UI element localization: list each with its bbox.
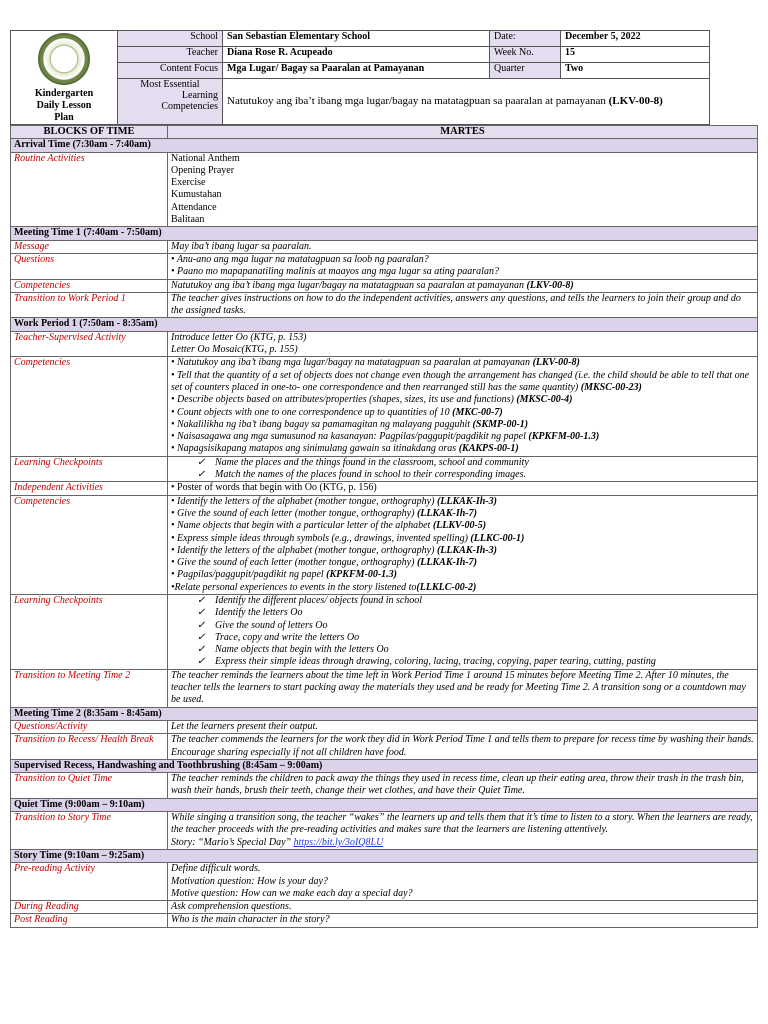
mel-text: Natutukoy ang iba’t ibang mga lugar/bagay na matatagpuan sa paaralan at pamayanan (227, 95, 609, 108)
routine-item: Opening Prayer (171, 164, 235, 176)
section-story-time: Story Time (9:10am – 9:25am) (11, 849, 758, 862)
checkpoint-text: Identify the letters Oo (215, 607, 303, 619)
competency-item (171, 533, 754, 545)
check-icon: ✓ (197, 594, 206, 606)
competency-desc: • Pagpilas/paggupit/pagdikit ng papel (171, 569, 327, 581)
teacher-label: Teacher (118, 47, 223, 63)
competency-item (171, 520, 754, 532)
competency-desc: • Naisasagawa ang mga sumusunod na kasanayan: Pagpilas/paggupit/pagdikit ng papel (171, 431, 529, 443)
checkpoint-item (171, 469, 754, 481)
row-label-independent-activities: Independent Activities (11, 482, 168, 495)
competency-code: (MKSC-00-23) (580, 381, 642, 393)
row-label-routine: Routine Activities (11, 152, 168, 227)
competencies-cell (168, 495, 758, 594)
routine-item: Exercise (171, 177, 206, 189)
story-reference (171, 837, 754, 849)
checkpoint-text: Trace, copy and write the letters Oo (215, 631, 360, 643)
row-label-pre-reading: Pre-reading Activity (11, 863, 168, 901)
transition-story-text: While singing a transition song, the teacher “wakes” the learners up and tells them that it’s time to listen to a story. When the learners are ready, the teacher proceeds with the pre-reading activities and makes sure that the learners are listening attentively. (171, 812, 753, 836)
checkpoint-text: Name objects that begin with the letters Oo (215, 644, 389, 656)
post-reading-text: Who is the main character in the story? (168, 914, 758, 927)
row-label-questions: Questions (11, 253, 168, 279)
competency-item (171, 419, 754, 431)
check-icon: ✓ (197, 456, 206, 468)
header-table (10, 30, 710, 125)
routine-item: National Anthem (171, 152, 240, 164)
competency-code: (LLKAK-Ih-3) (436, 495, 497, 507)
checkpoints-cell (168, 594, 758, 669)
teacher-supervised-cell (168, 331, 758, 357)
competency-code: (KPKFM-00-1.3) (528, 431, 600, 443)
pre-reading-cell (168, 863, 758, 901)
col-header-day: MARTES (168, 126, 758, 139)
activity-item: Introduce letter Oo (KTG, p. 153) (171, 331, 307, 343)
transition-story-cell (168, 812, 758, 850)
row-label-transition-wp1: Transition to Work Period 1 (11, 292, 168, 318)
competency-desc: • Identify the letters of the alphabet (mother tongue, orthography) (171, 495, 437, 507)
check-icon: ✓ (197, 631, 206, 643)
competency-desc: • Nakalilikha ng iba’t ibang bagay sa pamamagitan ng malayang pagguhit (171, 418, 473, 430)
question-item: • Anu-ano ang mga lugar na matatagpuan sa loob ng paaralan? (171, 253, 429, 265)
teacher-value: Diana Rose R. Acupeado (223, 47, 490, 63)
competency-code: (LKV-00-8) (532, 357, 580, 369)
competency-desc: • Describe objects based on attributes/properties (shapes, sizes, its use and functions) (171, 394, 517, 406)
competency-code: (LKV-00-8) (526, 279, 574, 291)
competency-item (171, 569, 754, 581)
competency-code: (LLKAK-Ih-7) (416, 507, 477, 519)
competencies-cell (168, 357, 758, 456)
competency-desc: •Relate personal experiences to events in the story listened to (171, 581, 417, 593)
section-meeting-time-2: Meeting Time 2 (8:35am - 8:45am) (11, 707, 758, 720)
mel-label (118, 79, 223, 125)
row-label-learning-checkpoints: Learning Checkpoints (11, 594, 168, 669)
competency-desc: • Give the sound of each letter (mother tongue, orthography) (171, 557, 417, 569)
competency-code: (KAKPS-00-1) (458, 443, 519, 455)
competency-desc: • Give the sound of each letter (mother tongue, orthography) (171, 507, 417, 519)
competency-code: (SKMP-00-1) (472, 418, 529, 430)
row-label-teacher-supervised: Teacher-Supervised Activity (11, 331, 168, 357)
competency-code: (KPKFM-00-1.3) (326, 569, 398, 581)
plan-title-line-1: Kindergarten (34, 88, 94, 99)
story-title: Story: “Mario’s Special Day” (171, 836, 294, 848)
transition-mt2-text: The teacher reminds the learners about the time left in Work Period Time 1 around 15 minutes before Meeting Time 2. After 10 minutes, the teacher tells the learners to start packing away the materials they used and be ready for Meeting Time 2. A transition song or a countdown may be used. (168, 669, 758, 707)
week-label: Week No. (490, 47, 561, 63)
row-label-questions-activity: Questions/Activity (11, 720, 168, 733)
competency-item (171, 407, 754, 419)
checkpoint-text: Give the sound of letters Oo (215, 619, 328, 631)
activity-item: Letter Oo Mosaic(KTG, p. 155) (171, 344, 298, 356)
row-label-competencies: Competencies (11, 357, 168, 456)
row-label-transition-story: Transition to Story Time (11, 812, 168, 850)
content-focus-label: Content Focus (118, 63, 223, 79)
checkpoint-item (171, 607, 754, 619)
competency-desc: • Natutukoy ang iba’t ibang mga lugar/bagay na matatagpuan sa paaralan at pamayanan (171, 357, 533, 369)
checkpoint-item (171, 595, 754, 607)
quarter-value: Two (561, 63, 710, 79)
date-label: Date: (490, 31, 561, 47)
pre-reading-item: Motivation question: How is your day? (171, 875, 328, 887)
mel-label-line-1: Most Essential (140, 79, 200, 91)
row-label-during-reading: During Reading (11, 901, 168, 914)
col-header-blocks: BLOCKS OF TIME (11, 126, 168, 139)
competency-item (171, 357, 754, 369)
competency-code: (LLKV-00-5) (432, 520, 487, 532)
message-text: May iba’t ibang lugar sa paaralan. (168, 240, 758, 253)
competency-text (168, 279, 758, 292)
mel-code: (LKV-00-8) (608, 95, 663, 108)
row-label-competencies: Competencies (11, 279, 168, 292)
quarter-label: Quarter (490, 63, 561, 79)
competency-code: (LLKLC-00-2) (416, 581, 477, 593)
transition-wp1-text: The teacher gives instructions on how to do the independent activities, answers any questions, and tells the learners to join their group and do the assigned tasks. (168, 292, 758, 318)
check-icon: ✓ (197, 644, 206, 656)
check-icon: ✓ (197, 656, 206, 668)
school-value: San Sebastian Elementary School (223, 31, 490, 47)
competency-item (171, 370, 754, 395)
lesson-plan-table (10, 125, 758, 928)
competency-item (171, 443, 754, 455)
competency-desc: • Name objects that begin with a particular letter of the alphabet (171, 520, 433, 532)
checkpoint-item (171, 620, 754, 632)
competency-item (171, 582, 754, 594)
pre-reading-item: Define difficult words. (171, 863, 261, 875)
row-label-transition-quiet: Transition to Quiet Time (11, 773, 168, 799)
routine-item: Kumustahan (171, 189, 222, 201)
content-focus-value: Mga Lugar/ Bagay sa Paaralan at Pamayanan (223, 63, 490, 79)
competency-item (171, 394, 754, 406)
section-arrival-time: Arrival Time (7:30am - 7:40am) (11, 139, 758, 152)
plan-title-line-3: Plan (54, 112, 74, 123)
competency-desc: Natutukoy ang iba’t ibang mga lugar/bagay na matatagpuan sa paaralan at pamayanan (171, 279, 527, 291)
competency-desc: • Napagsisikapang matapos ang sinimulang gawain sa itinakdang oras (171, 443, 459, 455)
competency-item (171, 508, 754, 520)
row-label-transition-mt2: Transition to Meeting Time 2 (11, 669, 168, 707)
mel-label-line-2: Learning (181, 90, 218, 102)
during-reading-text: Ask comprehension questions. (168, 901, 758, 914)
transition-recess-text: The teacher commends the learners for the work they did in Work Period Time 1 and tells them to prepare for recess time by washing their hands. Encourage sharing especially if not all children have food. (168, 734, 758, 760)
checkpoint-item (171, 644, 754, 656)
row-label-learning-checkpoints: Learning Checkpoints (11, 456, 168, 482)
transition-quiet-text: The teacher reminds the children to pack away the things they used in recess time, clean up their eating area, throw their trash in the trash bin, wash their hands, brush their teeth, change their wet clothes, and have their Quiet Time. (168, 773, 758, 799)
row-label-transition-recess: Transition to Recess/ Health Break (11, 734, 168, 760)
competency-code: (LLKAK-Ih-3) (436, 544, 497, 556)
row-label-competencies: Competencies (11, 495, 168, 594)
checkpoint-text: Express their simple ideas through drawing, coloring, lacing, tracing, copying, paper tearing, cutting, pasting (215, 656, 656, 668)
plan-title-line-2: Daily Lesson (36, 100, 92, 111)
row-label-message: Message (11, 240, 168, 253)
questions-cell (168, 253, 758, 279)
school-logo-cell (11, 31, 118, 125)
competency-code: (MKC-00-7) (452, 406, 503, 418)
competency-code: (MKSC-00-4) (516, 394, 573, 406)
checkpoint-item (171, 457, 754, 469)
independent-activity-text: • Poster of words that begin with Oo (KTG, p. 156) (168, 482, 758, 495)
competency-desc: • Express simple ideas through symbols (e.g., drawings, invented spelling) (171, 532, 471, 544)
check-icon: ✓ (197, 607, 206, 619)
deped-seal-logo (38, 33, 90, 85)
routine-list (168, 152, 758, 227)
competency-item (171, 431, 754, 443)
competency-item (171, 496, 754, 508)
routine-item: Balitaan (171, 214, 205, 226)
routine-item: Attendance (171, 201, 217, 213)
competency-desc: • Tell that the quantity of a set of objects does not change even though the arrangement has changed (i.e. the child should be able to tell that one set of counters placed in one-to- one correspondence and then rearranged still has the same quantity) (171, 369, 750, 393)
check-icon: ✓ (197, 619, 206, 631)
check-icon: ✓ (197, 469, 206, 481)
section-meeting-time-1: Meeting Time 1 (7:40am - 7:50am) (11, 227, 758, 240)
questions-activity-text: Let the learners present their output. (168, 720, 758, 733)
competency-desc: • Count objects with one to one correspondence up to quantities of 10 (171, 406, 453, 418)
mel-value (223, 79, 710, 125)
checkpoint-text: Name the places and the things found in the classroom, school and community (215, 456, 529, 468)
checkpoint-text: Identify the different places/ objects found in school (215, 594, 423, 606)
question-item: • Paano mo mapapanatiling malinis at maayos ang mga lugar sa ating paaralan? (171, 266, 499, 278)
section-work-period-1: Work Period 1 (7:50am - 8:35am) (11, 318, 758, 331)
school-label: School (118, 31, 223, 47)
competency-desc: • Identify the letters of the alphabet (mother tongue, orthography) (171, 544, 437, 556)
competency-item (171, 557, 754, 569)
checkpoint-text: Match the names of the places found in school to their corresponding images. (215, 469, 526, 481)
competency-code: (LLKC-00-1) (470, 532, 525, 544)
mel-label-line-3: Competencies (161, 101, 218, 113)
row-label-post-reading: Post Reading (11, 914, 168, 927)
story-link[interactable]: https://bit.ly/3oIQ8LU (293, 836, 384, 848)
section-quiet-time: Quiet Time (9:00am – 9:10am) (11, 798, 758, 811)
checkpoint-item (171, 656, 754, 668)
checkpoint-item (171, 632, 754, 644)
pre-reading-item: Motive question: How can we make each day a special day? (171, 887, 413, 899)
week-value: 15 (561, 47, 710, 63)
section-supervised-recess: Supervised Recess, Handwashing and Toothbrushing (8:45am – 9:00am) (11, 759, 758, 772)
checkpoints-cell (168, 456, 758, 482)
competency-item (171, 545, 754, 557)
date-value: December 5, 2022 (561, 31, 710, 47)
competency-code: (LLKAK-Ih-7) (416, 557, 477, 569)
